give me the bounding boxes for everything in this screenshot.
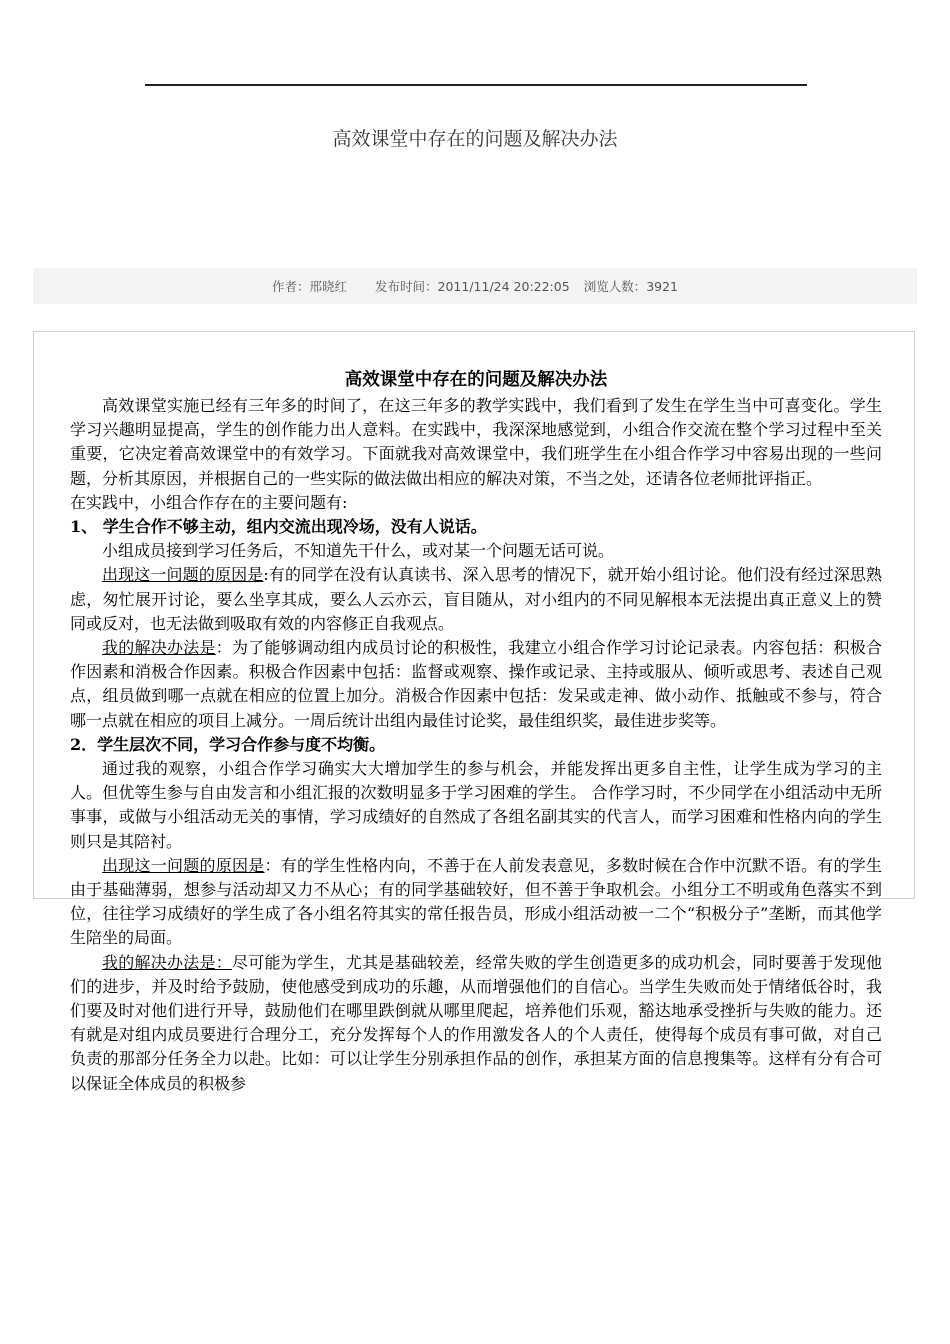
section2-solution-paragraph [70,951,882,1096]
section-heading-1: 1、 学生合作不够主动，组内交流出现冷场，没有人说话。 [70,517,487,537]
section-heading-2: 2．学生层次不同，学习合作参与度不均衡。 [70,734,386,754]
author-label: 作者： [271,279,310,294]
intro-paragraph: 高效课堂实施已经有三年多的时间了，在这三年多的教学实践中，我们看到了发生在学生当中可喜变化。学生学习兴趣明显提高，学生的创作能力出人意料。在实践中，我深深地感觉到，小组合作交流在整个学习过程中至关重要，它决定着高效课堂中的有效学习。下面就我对高效课堂中，我们班学生在小组合作学习中容易出现的一些问题，分析其原因，并根据自己的一些实际的做法做出相应的解决对策，不当之处，还请各位老师批评指正。 [70,396,882,488]
top-divider [145,84,807,86]
section2-paragraph: 通过我的观察，小组合作学习确实大大增加学生的参与机会，并能发挥出更多自主性，让学生成为学习的主人。但优等生参与自由发言和小组汇报的次数明显多于学习困难的学生。 合作学习时，不少同学在小组活动中无所事事，或做与小组活动无关的事情，学习成绩好的自然成了各组名副其实的代言人，而学习困难和性格内向的学生则只是其陪衬。 [70,759,882,851]
publish-time-label: 发布时间： [375,279,438,294]
page-title: 高效课堂中存在的问题及解决办法 [332,128,618,150]
section2-cause-paragraph [70,854,882,951]
article-body [70,366,882,1096]
meta-bar [33,268,917,304]
views-count: 3921 [646,278,679,294]
cause-text: ：有的学生性格内向，不善于在人前发表意见，多数时候在合作中沉默不语。有的学生由于基础薄弱，想参与活动却又力不从心；有的同学基础较好，但不善于争取机会。小组分工不明或角色落实不到位，往往学习成绩好的学生成了各小组名符其实的常任报告员，形成小组活动被一二个“积极分子”垄断，而其他学生陪坐的局面。 [70,855,882,948]
solution-label: 我的解决办法是 [102,638,216,658]
cause-label: 出现这一问题的原因是 [102,565,264,585]
solution-text: ：为了能够调动组内成员讨论的积极性，我建立小组合作学习讨论记录表。内容包括：积极合作因素和消极合作因素。积极合作因素中包括：监督或观察、操作或记录、主持或服从、倾听或思考、表述自己观点，组员做到哪一点就在相应的位置上加分。消极合作因素中包括：发呆或走神、做小动作、抵触或不参与，符合哪一点就在相应的项目上减分。一周后统计出组内最佳讨论奖，最佳组织奖，最佳进步奖等。 [70,638,882,730]
solution-text: 尽可能为学生，尤其是基础较差，经常失败的学生创造更多的成功机会，同时要善于发现他们的进步，并及时给予鼓励，使他感受到成功的乐趣，从而增强他们的自信心。当学生失败而处于情绪低谷时，我们要及时对他们进行开导，鼓励他们在哪里跌倒就从哪里爬起，培养他们乐观，豁达地承受挫折与失败的能力。还有就是对组内成员要进行合理分工，充分发挥每个人的作用激发各人的个人责任，使得每个成员有事可做，对自己负责的那部分任务全力以赴。比如：可以让学生分别承担作品的创作，承担某方面的信息搜集等。这样有分有合可以保证全体成员的积极参 [70,952,882,1093]
section1-solution-paragraph [70,636,882,733]
author-name: 邢晓红 [309,279,347,294]
cause-label: 出现这一问题的原因是 [102,855,265,875]
views-label: 浏览人数： [583,279,647,294]
lead-paragraph: 在实践中，小组合作存在的主要问题有: [70,492,348,512]
section1-cause-paragraph [70,563,882,636]
section1-paragraph: 小组成员接到学习任务后，不知道先干什么，或对某一个问题无话可说。 [102,541,615,561]
solution-label: 我的解决办法是： [102,952,233,972]
publish-time: 2011/11/24 20:22:05 [437,278,570,294]
cause-text: :有的同学在没有认真读书、深入思考的情况下，就开始小组讨论。他们没有经过深思熟虑，匆忙展开讨论，要么坐享其成，要么人云亦云，盲目随从，对小组内的不同见解根本无法提出真正意义上的赞同或反对，也无法做到吸取有效的内容修正自我观点。 [70,565,882,633]
article-title: 高效课堂中存在的问题及解决办法 [344,370,608,390]
article-container [33,331,915,1093]
